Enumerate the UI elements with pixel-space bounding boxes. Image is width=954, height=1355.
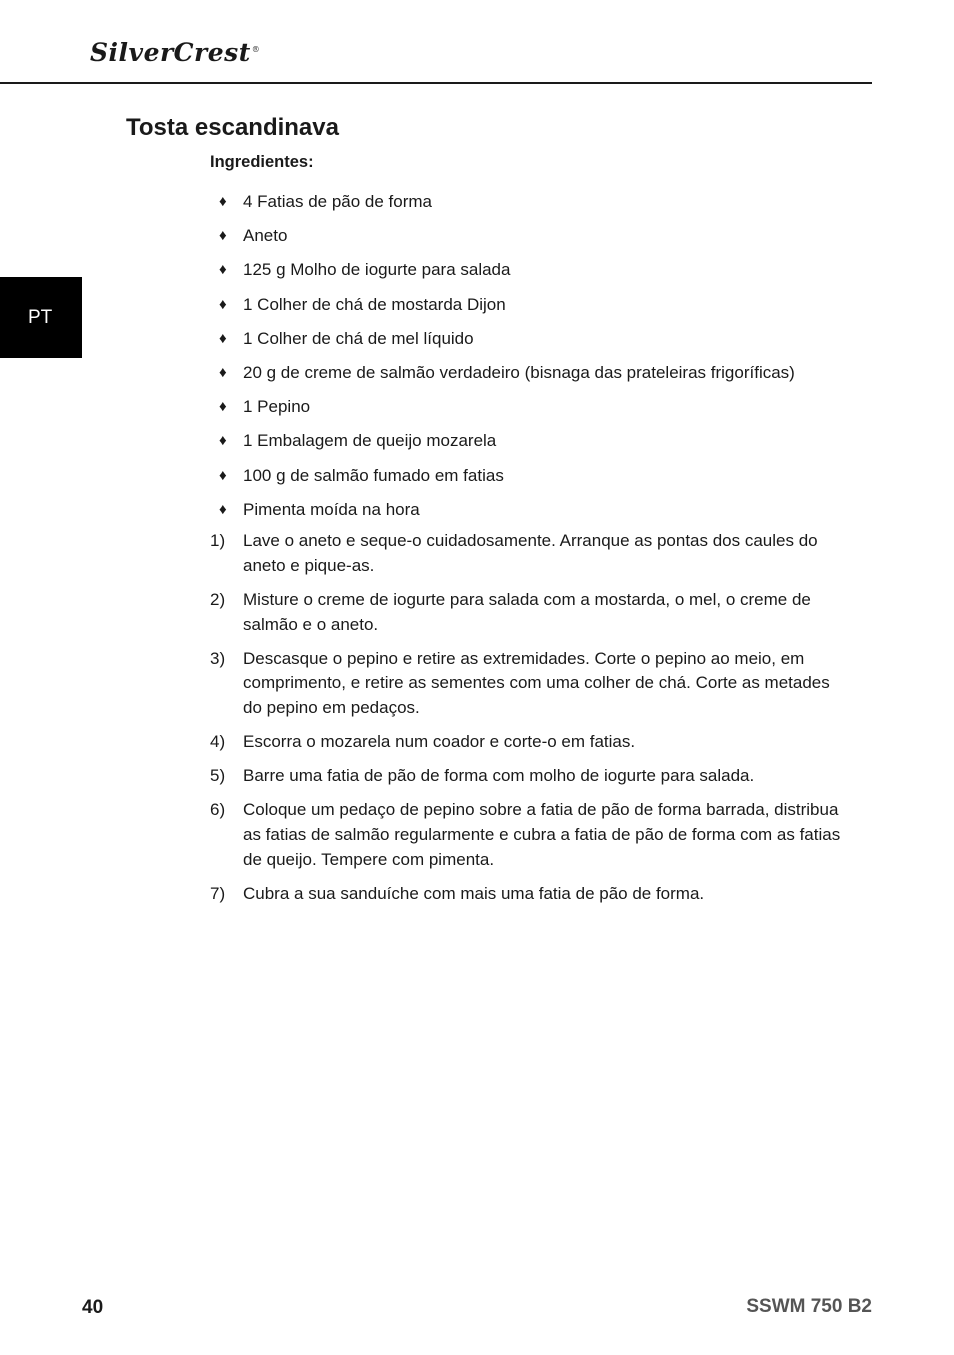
- diamond-bullet-icon: ♦: [219, 363, 227, 381]
- ingredient-text: Pimenta moída na hora: [243, 499, 420, 519]
- step-item: [210, 529, 846, 579]
- ingredient-item: [210, 361, 850, 395]
- diamond-bullet-icon: ♦: [219, 261, 227, 279]
- ingredient-item: [210, 293, 850, 327]
- diamond-bullet-icon: ♦: [219, 398, 227, 416]
- ingredient-item: [210, 498, 850, 532]
- step-text: Cubra a sua sanduíche com mais uma fatia de pão de forma.: [243, 883, 705, 903]
- ingredients-heading: Ingredientes:: [210, 153, 314, 171]
- ingredient-item: [210, 395, 850, 429]
- step-number: 1): [210, 531, 226, 550]
- step-item: [210, 730, 846, 755]
- ingredients-list: [210, 190, 850, 532]
- step-text: Lave o aneto e seque-o cuidadosamente. Arranque as pontas dos caules do aneto e pique-as.: [243, 531, 818, 575]
- ingredient-text: 20 g de creme de salmão verdadeiro (bisnaga das prateleiras frigoríficas): [243, 362, 795, 382]
- step-item: [210, 588, 846, 638]
- ingredient-text: 1 Colher de chá de mostarda Dijon: [243, 294, 506, 314]
- step-number: 4): [210, 732, 226, 752]
- step-number: 2): [210, 589, 226, 609]
- diamond-bullet-icon: ♦: [219, 500, 227, 518]
- header-divider: [0, 82, 872, 84]
- recipe-title: Tosta escandinava: [126, 114, 339, 141]
- step-number: 7): [210, 883, 226, 903]
- step-item: [210, 798, 846, 872]
- step-number: 6): [210, 800, 226, 820]
- ingredient-item: [210, 258, 850, 292]
- page-number: 40: [82, 1297, 104, 1318]
- ingredient-item: [210, 224, 850, 258]
- ingredient-text: 100 g de salmão fumado em fatias: [243, 465, 504, 485]
- diamond-bullet-icon: ♦: [219, 466, 227, 484]
- ingredient-text: 4 Fatias de pão de forma: [243, 192, 433, 211]
- brand-logo: [90, 38, 260, 67]
- step-text: Coloque um pedaço de pepino sobre a fatia de pão de forma barrada, distribua as fatias de salmão regularmente e cubra a fatia de pão de forma com as fatias de queijo. Tempere com pimenta.: [243, 800, 841, 869]
- step-text: Escorra o mozarela num coador e corte-o em fatias.: [243, 732, 636, 752]
- ingredient-text: 1 Colher de chá de mel líquido: [243, 328, 474, 348]
- step-item: [210, 882, 846, 907]
- step-text: Barre uma fatia de pão de forma com molho de iogurte para salada.: [243, 766, 755, 786]
- ingredient-item: [210, 464, 850, 498]
- diamond-bullet-icon: ♦: [219, 193, 227, 210]
- step-number: 5): [210, 766, 226, 786]
- step-item: [210, 764, 846, 789]
- diamond-bullet-icon: ♦: [219, 295, 227, 313]
- registered-mark: ®: [251, 44, 261, 54]
- ingredient-text: 1 Pepino: [243, 397, 311, 417]
- brand-name: SilverCrest: [90, 38, 251, 67]
- step-text: Misture o creme de iogurte para salada com a mostarda, o mel, o creme de salmão e o aneto.: [243, 589, 811, 634]
- ingredient-item: [210, 190, 850, 224]
- model-number: SSWM 750 B2: [746, 1296, 872, 1317]
- ingredient-text: 125 g Molho de iogurte para salada: [243, 260, 511, 280]
- ingredient-text: Aneto: [243, 226, 288, 246]
- language-tab: PT: [0, 277, 82, 358]
- step-item: [210, 647, 846, 721]
- steps-list: [210, 529, 846, 916]
- step-text: Descasque o pepino e retire as extremidades. Corte o pepino ao meio, em comprimento, e retire as sementes com uma colher de chá. Corte as metades do pepino em pedaços.: [243, 648, 830, 718]
- ingredient-text: 1 Embalagem de queijo mozarela: [243, 431, 497, 451]
- ingredient-item: [210, 429, 850, 463]
- diamond-bullet-icon: ♦: [219, 329, 227, 347]
- ingredient-item: [210, 327, 850, 361]
- diamond-bullet-icon: ♦: [219, 432, 227, 450]
- step-number: 3): [210, 648, 226, 668]
- diamond-bullet-icon: ♦: [219, 227, 227, 245]
